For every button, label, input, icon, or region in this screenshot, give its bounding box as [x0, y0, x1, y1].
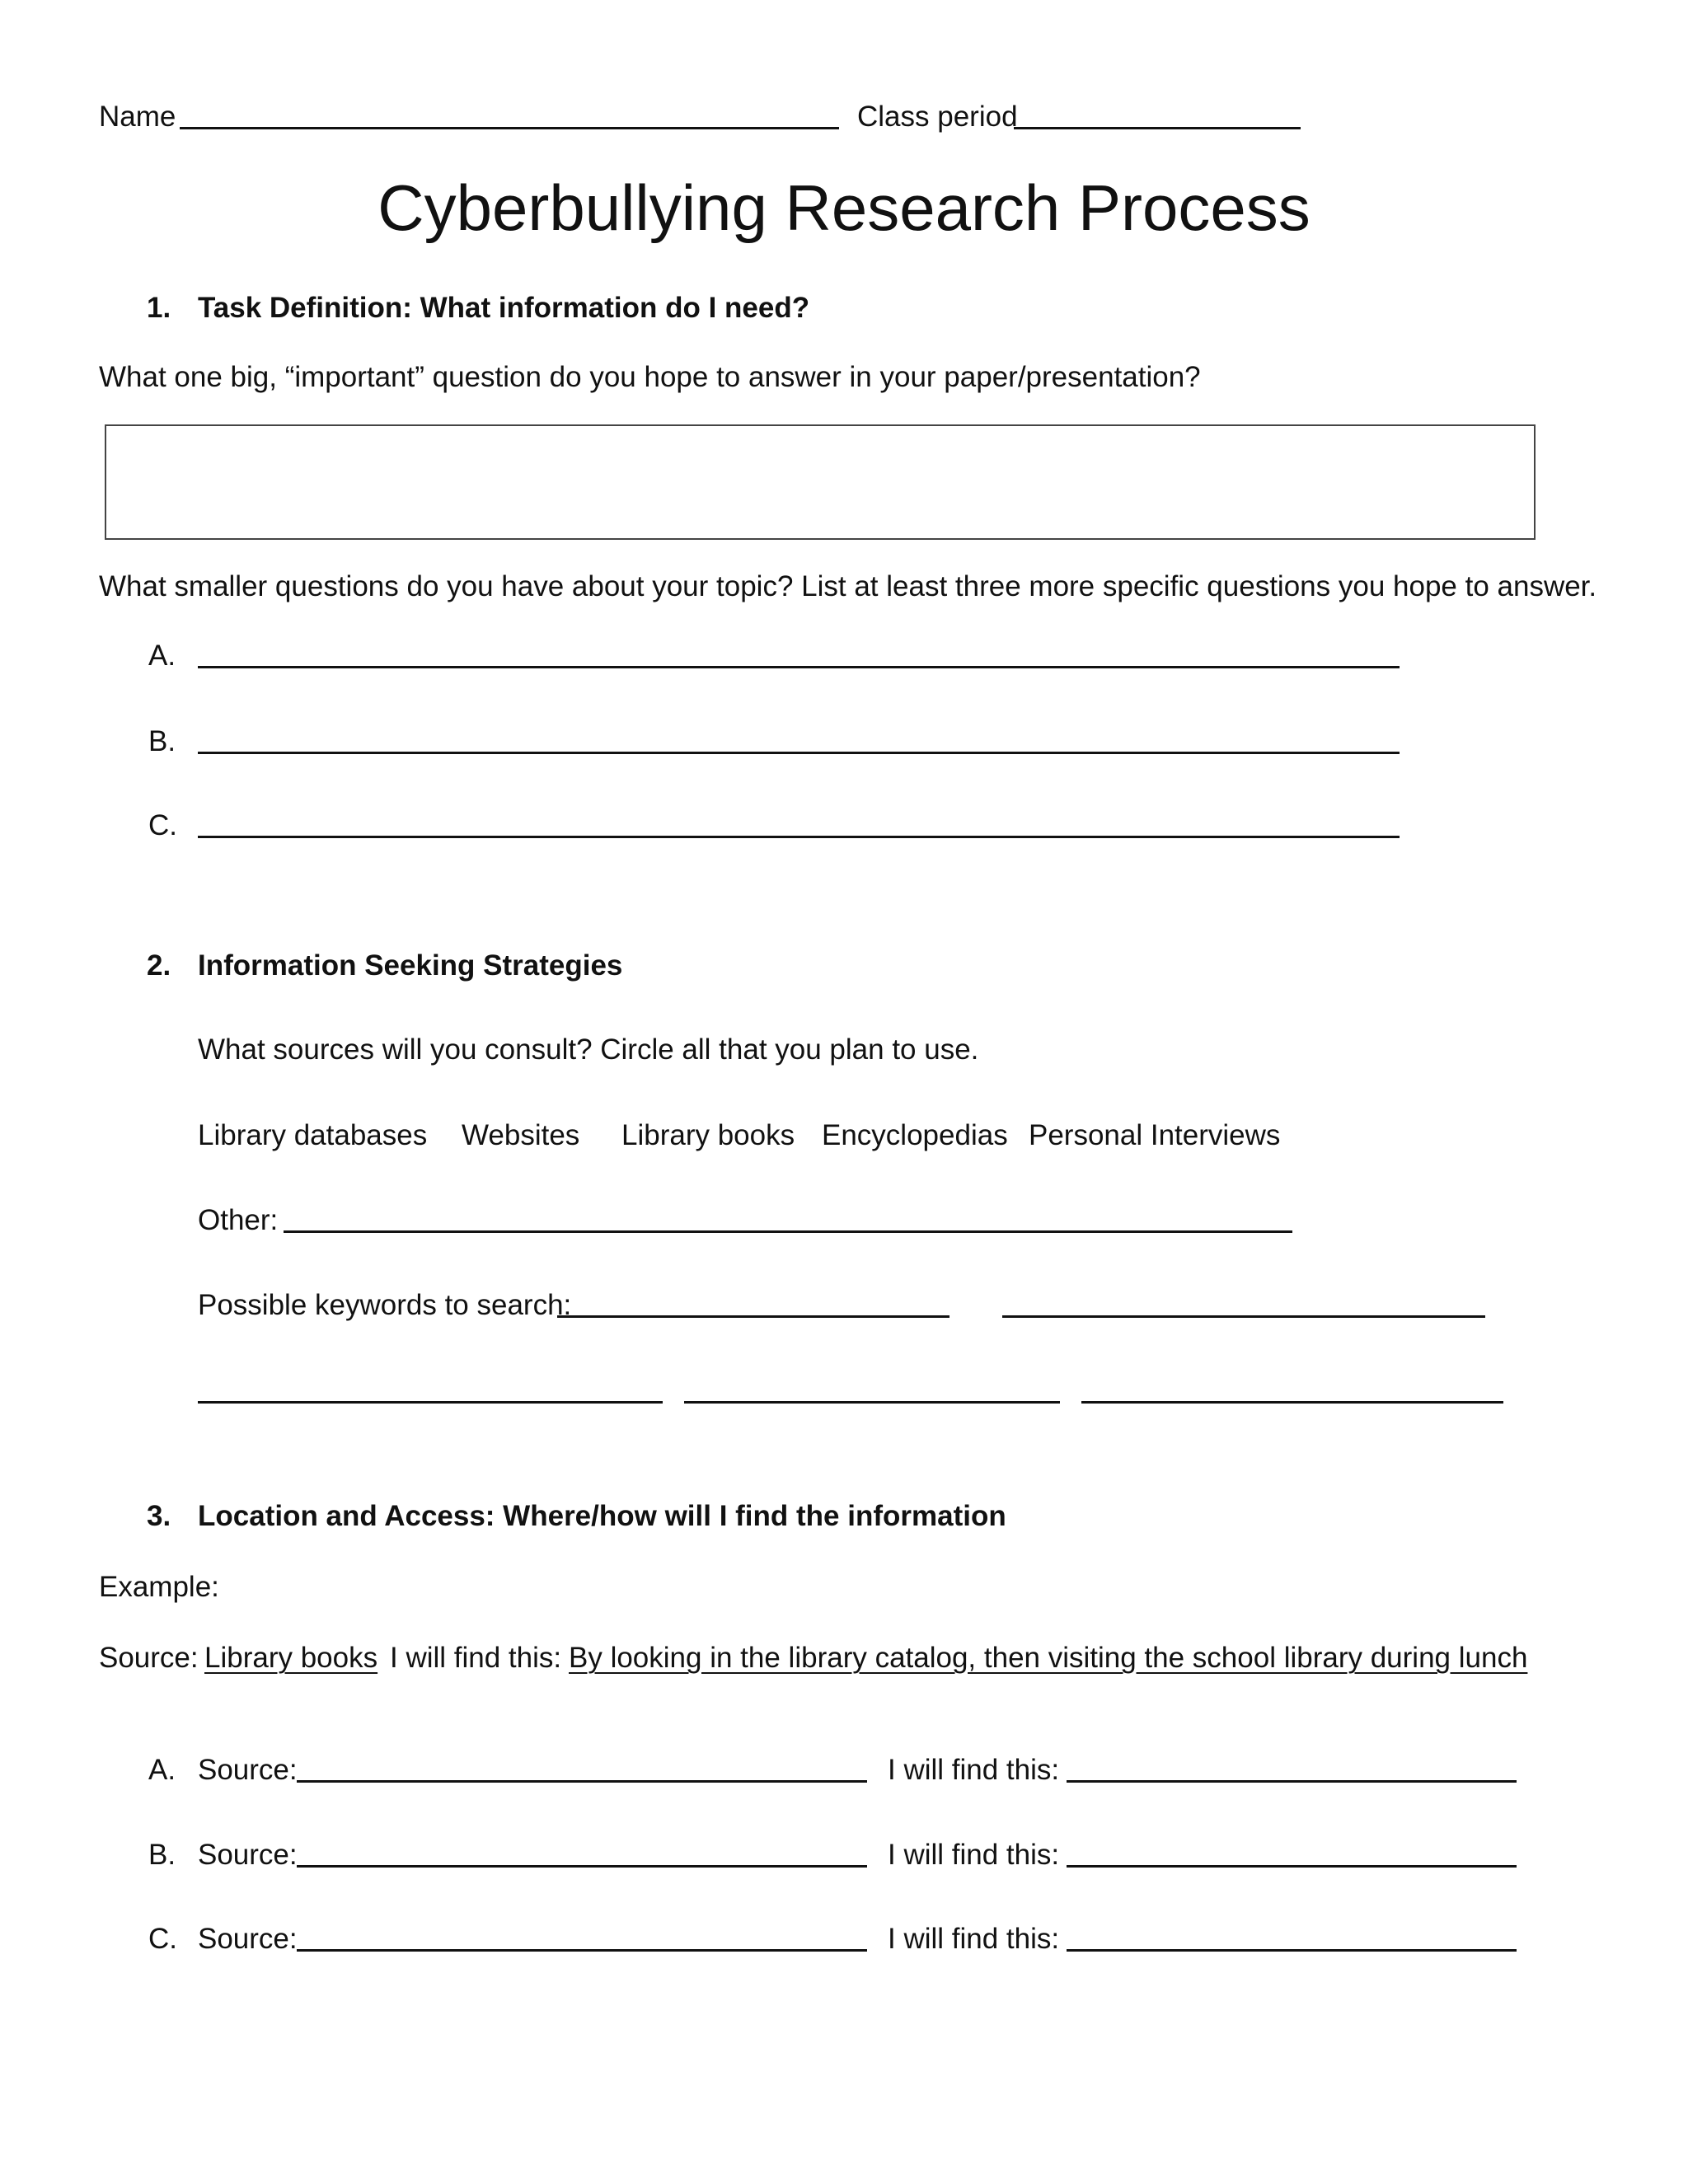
keyword-field-5[interactable]	[1081, 1401, 1503, 1404]
location-find-field-c[interactable]	[1067, 1949, 1517, 1952]
question-letter-a: A.	[148, 640, 176, 672]
location-find-label-c: I will find this:	[888, 1923, 1060, 1955]
location-letter-a: A.	[148, 1754, 176, 1786]
source-option-websites[interactable]: Websites	[462, 1119, 580, 1151]
section1-number: 1.	[147, 292, 171, 324]
source-option-encyclopedias[interactable]: Encyclopedias	[822, 1119, 1008, 1151]
keyword-field-3[interactable]	[198, 1401, 663, 1404]
location-source-label-c: Source:	[198, 1923, 298, 1955]
example-label: Example:	[99, 1571, 219, 1603]
example-find-value: By looking in the library catalog, then visiting the school library during lunch	[569, 1642, 1528, 1674]
location-source-label-a: Source:	[198, 1754, 298, 1786]
location-source-field-c[interactable]	[297, 1949, 867, 1952]
source-option-library-databases[interactable]: Library databases	[198, 1119, 428, 1151]
section3-number: 3.	[147, 1500, 171, 1532]
keyword-field-1[interactable]	[557, 1315, 950, 1318]
example-source-value: Library books	[204, 1642, 378, 1674]
smaller-questions-prompt: What smaller questions do you have about your topic? List at least three more specific questions you hope to answer.	[99, 570, 1597, 602]
section2-number: 2.	[147, 949, 171, 982]
big-question-prompt: What one big, “important” question do you hope to answer in your paper/presentation?	[99, 361, 1201, 393]
location-source-field-a[interactable]	[297, 1780, 867, 1783]
location-find-label-b: I will find this:	[888, 1839, 1060, 1871]
location-letter-c: C.	[148, 1923, 177, 1955]
location-find-label-a: I will find this:	[888, 1754, 1060, 1786]
other-field[interactable]	[284, 1230, 1292, 1233]
question-line-a[interactable]	[198, 666, 1400, 668]
keyword-field-2[interactable]	[1002, 1315, 1485, 1318]
location-letter-b: B.	[148, 1839, 176, 1871]
question-letter-b: B.	[148, 725, 176, 757]
page-title: Cyberbullying Research Process	[377, 171, 1311, 244]
location-find-field-b[interactable]	[1067, 1865, 1517, 1868]
section1-heading: Task Definition: What information do I need?	[198, 292, 810, 324]
keyword-field-4[interactable]	[684, 1401, 1060, 1404]
section2-heading: Information Seeking Strategies	[198, 949, 623, 982]
source-option-personal-interviews[interactable]: Personal Interviews	[1029, 1119, 1281, 1151]
class-period-field[interactable]	[1014, 127, 1301, 129]
keywords-label: Possible keywords to search:	[198, 1289, 572, 1321]
source-option-library-books[interactable]: Library books	[621, 1119, 795, 1151]
question-letter-c: C.	[148, 809, 177, 841]
location-source-field-b[interactable]	[297, 1865, 867, 1868]
name-label: Name	[99, 101, 176, 133]
other-label: Other:	[198, 1204, 279, 1236]
example-source-label: Source:	[99, 1642, 199, 1674]
name-field[interactable]	[180, 127, 839, 129]
section3-heading: Location and Access: Where/how will I find the information	[198, 1500, 1006, 1532]
question-line-b[interactable]	[198, 752, 1400, 754]
sources-prompt: What sources will you consult? Circle all that you plan to use.	[198, 1033, 979, 1066]
big-question-answer-box[interactable]	[105, 424, 1536, 540]
location-find-field-a[interactable]	[1067, 1780, 1517, 1783]
question-line-c[interactable]	[198, 836, 1400, 838]
example-find-label: I will find this:	[390, 1642, 562, 1674]
location-source-label-b: Source:	[198, 1839, 298, 1871]
class-period-label: Class period	[857, 101, 1018, 133]
